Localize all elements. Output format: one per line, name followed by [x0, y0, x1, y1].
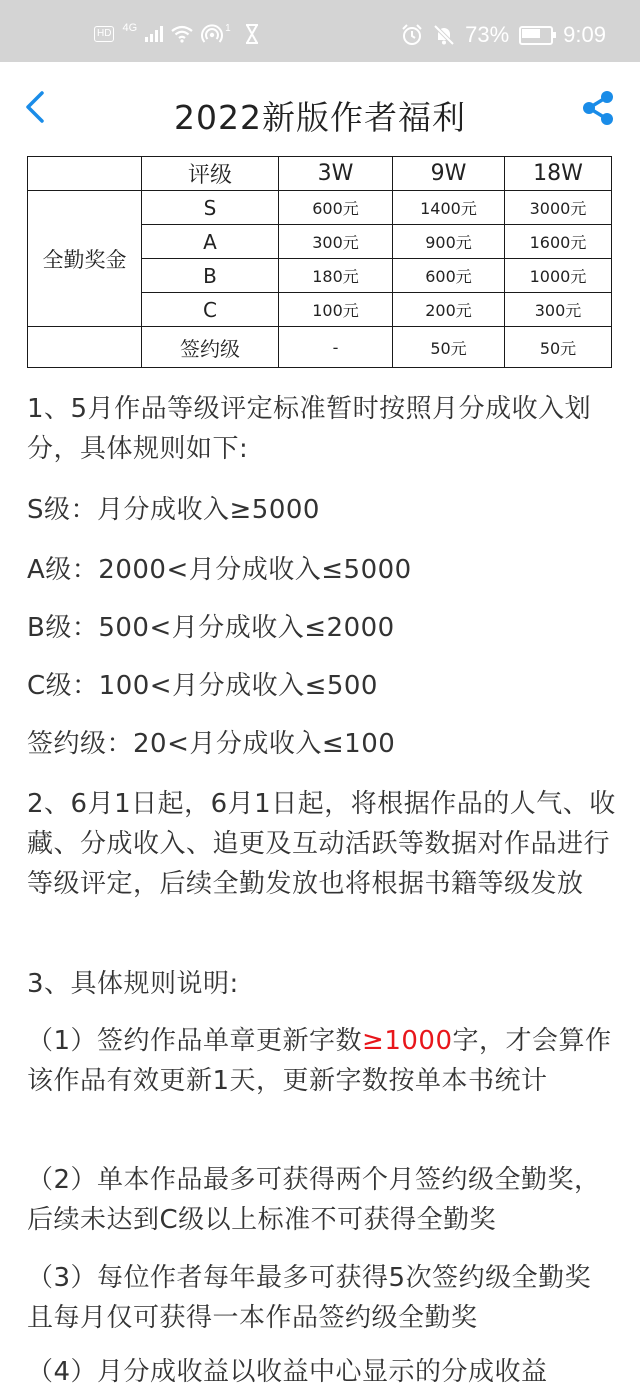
level-a-line: A级：2000<月分成收入≤5000 [27, 555, 412, 585]
rule-item-1-suffix: 字，才会算作该作品有效更新1天，更新字数按单本书统计 [27, 1026, 612, 1096]
rank-cell: S [142, 191, 279, 225]
group-label-cell: 全勤奖金 [28, 191, 142, 327]
rule-item-1-highlight: ≥1000 [362, 1026, 453, 1056]
bonus-cell: 200元 [393, 293, 505, 327]
hotspot-icon [201, 24, 223, 44]
clock: 9:09 [563, 22, 606, 47]
wifi-icon [171, 25, 193, 43]
bonus-cell: 900元 [393, 225, 505, 259]
rule-item-1-prefix: （1）签约作品单章更新字数 [27, 1026, 363, 1056]
paragraph-rule-1: 1、5月作品等级评定标准暂时按照月分成收入划分，具体规则如下: [27, 394, 592, 464]
level-b-line: B级：500<月分成收入≤2000 [27, 613, 395, 643]
table-row [28, 191, 612, 225]
status-left [94, 24, 259, 44]
article-body [0, 144, 640, 1387]
rank-cell: A [142, 225, 279, 259]
mute-bell-icon [433, 24, 455, 46]
table-row [28, 327, 612, 368]
status-bar [0, 0, 640, 62]
signal-icon [145, 26, 163, 42]
bonus-cell: 1600元 [505, 225, 612, 259]
hotspot-count: 1 [225, 22, 231, 34]
table-header-cell: 18W [505, 157, 612, 191]
hd-badge: HD [94, 26, 114, 42]
table-header-cell: 9W [393, 157, 505, 191]
share-icon[interactable] [580, 90, 616, 126]
bonus-cell: 50元 [393, 327, 505, 368]
level-sign-line: 签约级：20<月分成收入≤100 [27, 729, 396, 759]
rank-bonus-table [27, 156, 612, 368]
bonus-cell: 50元 [505, 327, 612, 368]
bonus-cell: 1000元 [505, 259, 612, 293]
rank-cell: C [142, 293, 279, 327]
alarm-icon [401, 24, 423, 46]
bonus-cell: 300元 [279, 225, 393, 259]
battery-percent: 73% [465, 22, 510, 47]
bonus-cell: 3000元 [505, 191, 612, 225]
rule-item-4: （4）月分成收益以收益中心显示的分成收益 [27, 1357, 548, 1387]
rule-item-3: （3）每位作者每年最多可获得5次签约级全勤奖且每月仅可获得一本作品签约级全勤奖 [27, 1263, 592, 1333]
rank-cell: B [142, 259, 279, 293]
app-header [0, 62, 640, 144]
paragraph-rule-2: 2、6月1日起，6月1日起，将根据作品的人气、收藏、分成收入、追更及互动活跃等数据对作品进行等级评定，后续全勤发放也将根据书籍等级发放 [27, 789, 616, 899]
table-corner-cell [28, 157, 142, 191]
network-type: 4G [122, 22, 138, 34]
bonus-cell: 1400元 [393, 191, 505, 225]
rule-item-1 [27, 1021, 617, 1101]
status-right [401, 22, 606, 48]
table-header-row [28, 157, 612, 191]
level-s-line: S级：月分成收入≥5000 [27, 495, 320, 525]
bonus-cell: 300元 [505, 293, 612, 327]
empty-cell [28, 327, 142, 368]
hourglass-icon [245, 24, 259, 44]
table-header-cell: 3W [279, 157, 393, 191]
bonus-cell: 600元 [393, 259, 505, 293]
rank-cell: 签约级 [142, 327, 279, 368]
page-title: 2022新版作者福利 [174, 98, 466, 137]
bonus-cell: 100元 [279, 293, 393, 327]
level-c-line: C级：100<月分成收入≤500 [27, 671, 378, 701]
table-header-cell: 评级 [142, 157, 279, 191]
rule-item-2: （2）单本作品最多可获得两个月签约级全勤奖，后续未达到C级以上标准不可获得全勤奖 [27, 1165, 601, 1235]
bonus-cell: - [279, 327, 393, 368]
bonus-cell: 180元 [279, 259, 393, 293]
bonus-cell: 600元 [279, 191, 393, 225]
battery-icon [519, 26, 553, 45]
paragraph-rule-3: 3、具体规则说明: [27, 969, 239, 999]
